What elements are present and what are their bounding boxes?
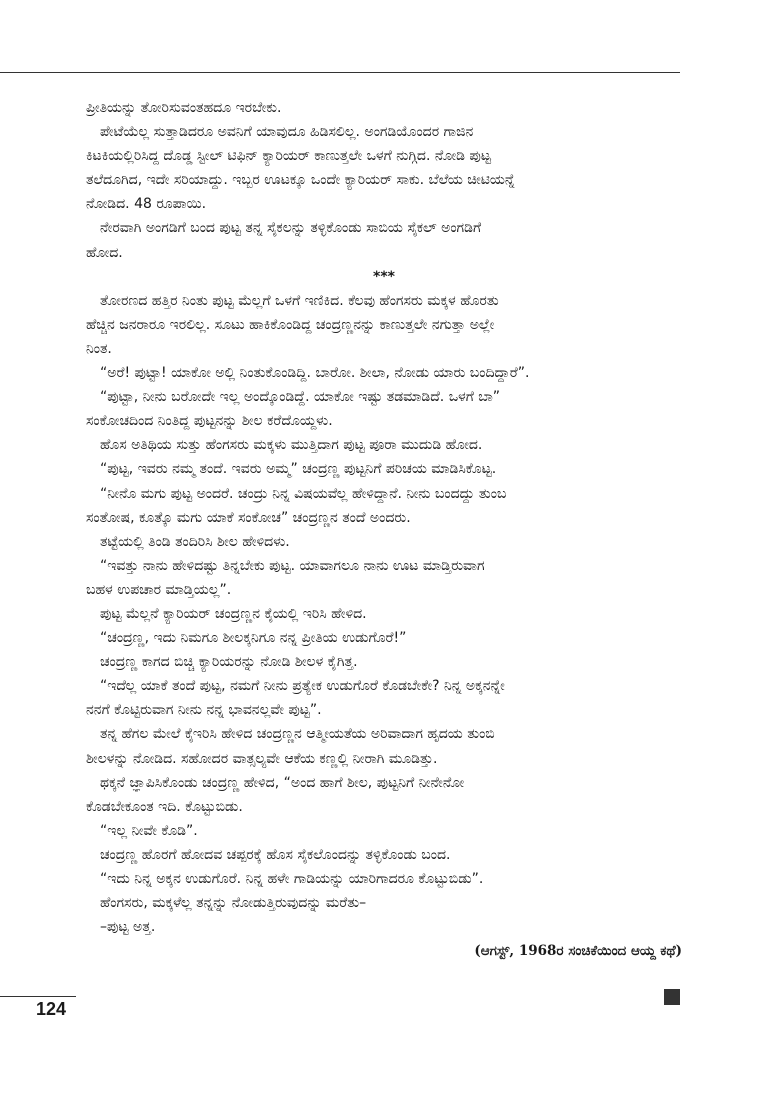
text-line: ಶೀಲಳನ್ನು ನೋಡಿದ. ಸಹೋದರ ವಾತ್ಸಲ್ಯವೇ ಆಕೆಯ ಕಣ್ಣಲ್ಲಿ ನೀರಾಗಿ ಮೂಡಿತ್ತು. <box>86 750 438 767</box>
page-number: 124 <box>36 999 67 1019</box>
text-line: ಥಕ್ಕನೆ ಜ್ಞಾಪಿಸಿಕೊಂಡು ಚಂದ್ರಣ್ಣ ಹೇಳಿದ, “ಅಂದ ಹಾಗೆ ಶೀಲ, ಪುಟ್ಟನಿಗೆ ನೀನೇನೋ <box>100 774 465 791</box>
text-line: ಹೋದ. <box>86 244 123 261</box>
text-line: “ಇದೆಲ್ಲ ಯಾಕೆ ತಂದೆ ಪುಟ್ಟ, ನಮಗೆ ನೀನು ಪ್ರತ್ಯೇಕ ಉಡುಗೊರೆ ಕೊಡಬೇಕೇ? ನಿನ್ನ ಅಕ್ಕನನ್ನೇ <box>100 678 505 695</box>
text-line: ಹೊಸ ಅತಿಥಿಯ ಸುತ್ತು ಹೆಂಗಸರು ಮಕ್ಕಳು ಮುತ್ತಿದಾಗ ಪುಟ್ಟ ಪೂರಾ ಮುದುಡಿ ಹೋದ. <box>100 437 483 454</box>
text-line: ನೋಡಿದ. 48 ರೂಪಾಯಿ. <box>86 196 207 213</box>
text-line: ನಿಂತ. <box>86 340 112 357</box>
text-line: ಹೆಚ್ಚಿನ ಜನರಾರೂ ಇರಲಿಲ್ಲ. ಸೂಟು ಹಾಕಿಕೊಂಡಿದ್ದ ಚಂದ್ರಣ್ಣನನ್ನು ಕಾಣುತ್ತಲೇ ನಗುತ್ತಾ ಅಲ್ಲೇ <box>86 316 495 333</box>
text-line: ಚಂದ್ರಣ್ಣ ಹೊರಗೆ ಹೋದವ ಚಪ್ಪರಕ್ಕೆ ಹೊಸ ಸೈಕಲೊಂದನ್ನು ತಳ್ಳಿಕೊಂಡು ಬಂದ. <box>100 846 451 863</box>
text-line: ತಲೆದೂಗಿದ, ಇದೇ ಸರಿಯಾದ್ದು. ಇಬ್ಬರ ಊಟಕ್ಕೂ ಒಂದೇ ಕ್ಯಾರಿಯರ್ ಸಾಕು. ಬೆಲೆಯ ಚೀಟಿಯನ್ನೆ <box>86 172 516 189</box>
text-line: ತಟ್ಟೆಯಲ್ಲಿ ತಿಂಡಿ ತಂದಿರಿಸಿ ಶೀಲ ಹೇಳಿದಳು. <box>100 533 290 550</box>
text-line: ಪೇಟೆಯೆಲ್ಲ ಸುತ್ತಾಡಿದರೂ ಅವನಿಗೆ ಯಾವುದೂ ಹಿಡಿಸಲಿಲ್ಲ. ಅಂಗಡಿಯೊಂದರ ಗಾಜಿನ <box>100 124 474 141</box>
text-line: “ಪುಟ್ಟಾ, ನೀನು ಬರೋದೇ ಇಲ್ಲ ಅಂದ್ಕೊಂಡಿದ್ದೆ. ಯಾಕೋ ಇಷ್ಟು ತಡಮಾಡಿದೆ. ಒಳಗೆ ಬಾ” <box>100 389 501 406</box>
text-line: ಚಂದ್ರಣ್ಣ ಕಾಗದ ಬಿಚ್ಚಿ ಕ್ಯಾರಿಯರನ್ನು ನೋಡಿ ಶೀಲಳ ಕೈಗಿತ್ತ. <box>100 654 358 671</box>
text-line: “ಇಲ್ಲ ನೀವೇ ಕೊಡಿ”. <box>100 822 198 839</box>
text-line: ಹೆಂಗಸರು, ಮಕ್ಕಳೆಲ್ಲ ತನ್ನನ್ನು ನೋಡುತ್ತಿರುವುದನ್ನು ಮರೆತು– <box>100 895 367 912</box>
text-line: “ನೀನೊ ಮಗು ಪುಟ್ಟ ಅಂದರೆ. ಚಂದ್ರು ನಿನ್ನ ವಿಷಯವೆಲ್ಲ ಹೇಳಿದ್ದಾನೆ. ನೀನು ಬಂದದ್ದು ತುಂಬ <box>100 485 507 502</box>
end-of-story-mark <box>664 989 680 1005</box>
story-text <box>86 96 682 963</box>
text-line: “ಇದು ನಿನ್ನ ಅಕ್ಕನ ಉಡುಗೊರೆ. ನಿನ್ನ ಹಳೇ ಗಾಡಿಯನ್ನು ಯಾರಿಗಾದರೂ ಕೊಟ್ಟುಬಿಡು”. <box>100 871 484 887</box>
text-line: ಸಂಕೋಚದಿಂದ ನಿಂತಿದ್ದ ಪುಟ್ಟನನ್ನು ಶೀಲ ಕರೆದೊಯ್ದಳು. <box>86 413 333 430</box>
text-line: ತನ್ನ ಹೆಗಲ ಮೇಲೆ ಕೈಇರಿಸಿ ಹೇಳಿದ ಚಂದ್ರಣ್ಣನ ಆತ್ಮೀಯತೆಯ ಅರಿವಾದಾಗ ಹೃದಯ ತುಂಬಿ <box>100 726 495 743</box>
text-line: ಕಿಟಕಿಯಲ್ಲಿರಿಸಿದ್ದ ದೊಡ್ಡ ಸ್ಟೀಲ್ ಟಿಫಿನ್ ಕ್ಯಾರಿಯರ್ ಕಾಣುತ್ತಲೇ ಒಳಗೆ ನುಗ್ಗಿದ. ನೋಡಿ ಪುಟ್ಟ <box>86 148 491 165</box>
section-break: *** <box>373 268 395 285</box>
text-line: ನೇರವಾಗಿ ಅಂಗಡಿಗೆ ಬಂದ ಪುಟ್ಟ ತನ್ನ ಸೈಕಲನ್ನು ತಳ್ಳಿಕೊಂಡು ಸಾಬಿಯ ಸೈಕಲ್ ಅಂಗಡಿಗೆ <box>100 220 482 237</box>
text-line: “ಪುಟ್ಟ, ಇವರು ನಮ್ಮ ತಂದೆ. ಇವರು ಅಮ್ಮ” ಚಂದ್ರಣ್ಣ ಪುಟ್ಟನಿಗೆ ಪರಿಚಯ ಮಾಡಿಸಿಕೊಟ್ಟ. <box>100 461 497 478</box>
footer-rule <box>0 996 76 997</box>
text-line: “ಚಂದ್ರಣ್ಣ, ಇದು ನಿಮಗೂ ಶೀಲಕ್ಕನಿಗೂ ನನ್ನ ಪ್ರೀತಿಯ ಉಡುಗೊರೆ!” <box>100 630 407 647</box>
text-line: “ಇವತ್ತು ನಾನು ಹೇಳಿದಷ್ಟು ತಿನ್ನಬೇಕು ಪುಟ್ಟ. ಯಾವಾಗಲೂ ನಾನು ಊಟ ಮಾಡ್ತಿರುವಾಗ <box>100 557 485 574</box>
text-line: ಕೊಡಬೇಕೂಂತ ಇದಿ. ಕೊಟ್ಟುಬಿಡು. <box>86 798 243 815</box>
text-line: ಪ್ರೀತಿಯನ್ನು ತೋರಿಸುವಂತಹದೂ ಇರಬೇಕು. <box>86 100 282 116</box>
text-line: ಸಂತೋಷ, ಕೂತ್ಕೊ ಮಗು ಯಾಕೆ ಸಂಕೋಚ” ಚಂದ್ರಣ್ಣನ ತಂದೆ ಅಂದರು. <box>86 509 411 526</box>
top-rule <box>0 72 680 73</box>
text-line: ಬಹಳ ಉಪಚಾರ ಮಾಡ್ತಿಯಲ್ಲ”. <box>86 581 232 598</box>
source-note: (ಆಗಸ್ಟ್, 1968ರ ಸಂಚಿಕೆಯಿಂದ ಆಯ್ದ ಕಥೆ) <box>474 943 682 960</box>
text-line: ತೋರಣದ ಹತ್ತಿರ ನಿಂತು ಪುಟ್ಟ ಮೆಲ್ಲಗೆ ಒಳಗೆ ಇಣಿಕಿದ. ಕೆಲವು ಹೆಂಗಸರು ಮಕ್ಕಳ ಹೊರತು <box>100 292 499 309</box>
text-line: “ಅರೆ! ಪುಟ್ಟಾ! ಯಾಕೋ ಅಲ್ಲಿ ನಿಂತುಕೊಂಡಿದ್ದಿ. ಬಾರೋ. ಶೀಲಾ, ನೋಡು ಯಾರು ಬಂದಿದ್ದಾರೆ”. <box>100 365 530 382</box>
text-line: ನನಗೆ ಕೊಟ್ಟಿರುವಾಗ ನೀನು ನನ್ನ ಭಾವನಲ್ಲವೇ ಪುಟ್ಟ”. <box>86 702 322 719</box>
text-line: ಪುಟ್ಟ ಮೆಲ್ಲನೆ ಕ್ಯಾರಿಯರ್ ಚಂದ್ರಣ್ಣನ ಕೈಯಲ್ಲಿ ಇರಿಸಿ ಹೇಳಿದ. <box>100 605 367 622</box>
text-line: –ಪುಟ್ಟ ಅತ್ತ. <box>100 919 156 936</box>
